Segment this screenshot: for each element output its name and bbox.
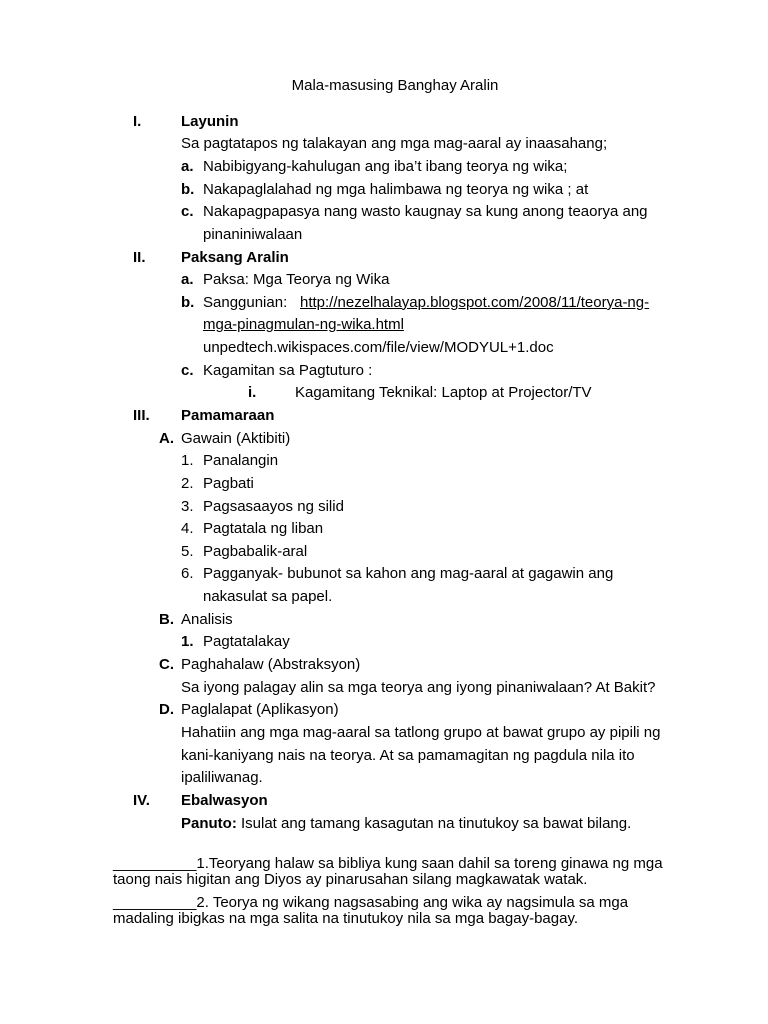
evaluation-questions xyxy=(113,856,733,927)
section-numeral: IV. xyxy=(133,791,150,809)
step-text: nakasulat sa papel. xyxy=(203,588,333,606)
step-text: Panalangin xyxy=(203,452,279,470)
sanggunian-label: Sanggunian: xyxy=(203,293,288,311)
paksa-text: Paksa: Mga Teorya ng Wika xyxy=(203,271,390,289)
list-marker: a. xyxy=(181,157,194,175)
step-text: Pagbabalik-aral xyxy=(203,542,308,560)
list-marker: c. xyxy=(181,203,194,221)
kagamitan-subitem-text: Kagamitang Teknikal: Laptop at Projector/TV xyxy=(295,384,592,402)
document-title: Mala-masusing Banghay Aralin xyxy=(291,77,499,94)
list-marker: D. xyxy=(159,701,174,719)
gawain-step-continuation xyxy=(0,586,768,609)
objective-continuation xyxy=(0,224,768,247)
objective-text: Nakapagpapasya nang wasto kaugnay sa kung anong teaorya ang xyxy=(203,203,648,221)
step-number: 1. xyxy=(181,633,194,651)
paghahalaw-question xyxy=(0,677,768,700)
gawain-step xyxy=(0,563,768,586)
paglalapat-body: kani-kaniyang nais na teorya. At sa pamamagitan ng pagdula nila ito xyxy=(181,746,635,764)
question-line: __________1.Teoryang halaw sa bibliya kung saan dahil sa toreng ginawa ng mga xyxy=(113,855,663,872)
step-number: 4. xyxy=(181,520,194,538)
reference-link[interactable]: http://nezelhalayap.blogspot.com/2008/11/teorya-ng- xyxy=(300,293,650,311)
reference-link[interactable]: mga-pinagmulan-ng-wika.html xyxy=(203,316,404,334)
objective-text: Nabibigyang-kahulugan ang iba’t ibang teorya ng wika; xyxy=(203,157,568,175)
section-heading-pamamaraan: Pamamaraan xyxy=(181,406,275,424)
list-marker: b. xyxy=(181,180,195,198)
objective-item xyxy=(0,156,768,179)
paglalapat-body: ipaliliwanag. xyxy=(181,769,263,787)
list-marker: b. xyxy=(181,293,195,311)
paglalapat-item xyxy=(0,699,768,722)
instruction-text: Isulat ang tamang kasagutan na tinutukoy sa bawat bilang. xyxy=(241,814,632,832)
sanggunian-link-continuation xyxy=(0,314,768,337)
gawain-step xyxy=(0,473,768,496)
objective-text: Nakapaglalahad ng mga halimbawa ng teorya ng wika ; at xyxy=(203,180,589,198)
kagamitan-text: Kagamitan sa Pagtuturo : xyxy=(203,361,373,379)
reference-text: unpedtech.wikispaces.com/file/view/MODYUL+1.doc xyxy=(203,339,554,357)
section-numeral: II. xyxy=(133,248,146,266)
kagamitan-item xyxy=(0,360,768,383)
paglalapat-body-line xyxy=(0,722,768,745)
list-marker: C. xyxy=(159,656,174,674)
list-marker: A. xyxy=(159,429,174,447)
section-row-ebalwasyon xyxy=(0,790,768,813)
objective-text: pinaniniwalaan xyxy=(203,225,303,243)
paglalapat-body-line xyxy=(0,745,768,768)
lesson-plan-body xyxy=(0,111,768,836)
list-marker: c. xyxy=(181,361,194,379)
step-text: Pagsasaayos ng silid xyxy=(203,497,344,515)
instruction xyxy=(181,813,631,836)
question-line: __________2. Teorya ng wikang nagsasabing ang wika ay nagsimula sa mga xyxy=(113,894,629,911)
instruction-label: Panuto: xyxy=(181,814,237,832)
question-item xyxy=(113,895,733,927)
section-heading-ebalwasyon: Ebalwasyon xyxy=(181,791,268,809)
paglalapat-body-line xyxy=(0,767,768,790)
step-number: 2. xyxy=(181,474,194,492)
paglalapat-body: Hahatiin ang mga mag-aaral sa tatlong grupo at bawat grupo ay pipili ng xyxy=(181,723,661,741)
gawain-step xyxy=(0,541,768,564)
question-line: madaling ibigkas na mga salita na tinutukoy nila sa mga bagay-bagay. xyxy=(113,910,578,927)
objectives-intro-row xyxy=(0,133,768,156)
section-row-layunin xyxy=(0,111,768,134)
section-heading-paksang-aralin: Paksang Aralin xyxy=(181,248,289,266)
section-numeral: III. xyxy=(133,406,150,424)
paghahalaw-text: Paghahalaw (Abstraksyon) xyxy=(181,656,361,674)
analisis-text: Analisis xyxy=(181,610,233,628)
analisis-step xyxy=(0,631,768,654)
section-heading-layunin: Layunin xyxy=(181,112,239,130)
sanggunian-second-source xyxy=(0,337,768,360)
step-number: 1. xyxy=(181,452,194,470)
section-row-pamamaraan xyxy=(0,405,768,428)
gawain-step xyxy=(0,518,768,541)
sanggunian-item xyxy=(0,292,768,315)
section-numeral: I. xyxy=(133,112,142,130)
analisis-item xyxy=(0,609,768,632)
kagamitan-subitem xyxy=(0,382,768,405)
step-text: Pagbati xyxy=(203,474,254,492)
gawain-step xyxy=(0,450,768,473)
gawain-text: Gawain (Aktibiti) xyxy=(181,429,291,447)
gawain-step xyxy=(0,496,768,519)
question-line: taong nais higitan ang Diyos ay pinarusahan silang magkawatak watak. xyxy=(113,871,588,888)
list-marker: a. xyxy=(181,271,194,289)
instruction-row xyxy=(0,813,768,836)
objectives-intro: Sa pagtatapos ng talakayan ang mga mag-aaral ay inaasahang; xyxy=(181,135,608,153)
paghahalaw-item xyxy=(0,654,768,677)
section-row-paksang-aralin xyxy=(0,247,768,270)
step-text: Pagtatalakay xyxy=(203,633,290,651)
list-marker: i. xyxy=(248,384,257,402)
step-number: 6. xyxy=(181,565,194,583)
step-text: Pagtatala ng liban xyxy=(203,520,324,538)
paksa-item xyxy=(0,269,768,292)
question-item xyxy=(113,856,733,888)
paglalapat-text: Paglalapat (Aplikasyon) xyxy=(181,701,339,719)
gawain-item xyxy=(0,428,768,451)
step-text: Pagganyak- bubunot sa kahon ang mag-aaral at gagawin ang xyxy=(203,565,614,583)
paghahalaw-body: Sa iyong palagay alin sa mga teorya ang iyong pinaniwalaan? At Bakit? xyxy=(181,678,656,696)
objective-item xyxy=(0,201,768,224)
step-number: 3. xyxy=(181,497,194,515)
list-marker: B. xyxy=(159,610,174,628)
objective-item xyxy=(0,179,768,202)
step-number: 5. xyxy=(181,542,194,560)
